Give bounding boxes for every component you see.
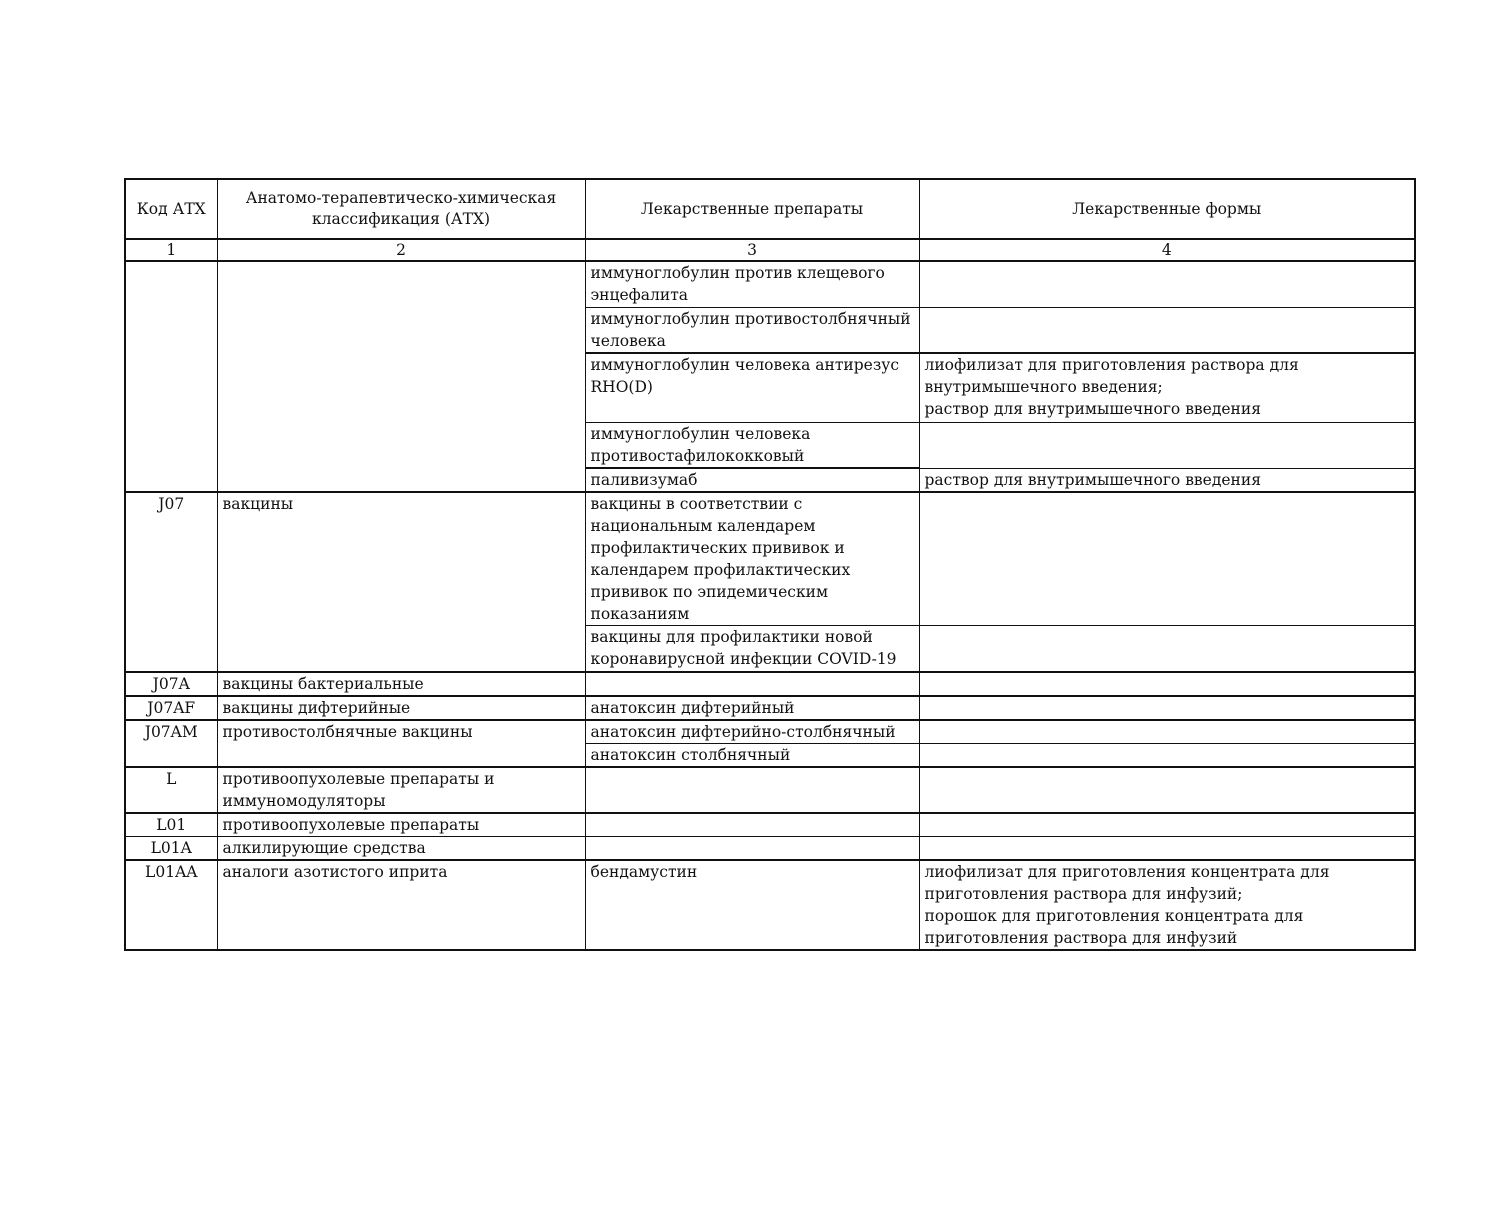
form-line: порошок для приготовления концентрата для приготовления раствора для инфузий <box>924 906 1304 947</box>
forms-cell <box>919 743 1415 767</box>
drug-cell: вакцины для профилактики новой коронавирусной инфекции COVID-19 <box>585 626 919 672</box>
drug-cell: вакцины в соответствии с национальным календарем профилактических прививок и календарем профилактических прививок по эпидемическим показаниям <box>585 492 919 626</box>
medicines-table <box>124 178 1416 951</box>
table-row <box>125 720 1415 744</box>
drug-cell <box>585 836 919 860</box>
drug-cell: иммуноглобулин человека антирезус RHO(D) <box>585 353 919 422</box>
forms-cell <box>919 672 1415 696</box>
column-number: 3 <box>585 239 919 261</box>
forms-cell <box>919 353 1415 422</box>
drug-cell <box>585 813 919 837</box>
forms-cell <box>919 422 1415 468</box>
forms-cell <box>919 860 1415 950</box>
drug-cell: бендамустин <box>585 860 919 950</box>
table-row <box>125 836 1415 860</box>
header-code: Код АТХ <box>125 179 217 239</box>
drug-cell: паливизумаб <box>585 468 919 492</box>
class-cell: алкилирующие средства <box>217 836 585 860</box>
column-number: 4 <box>919 239 1415 261</box>
code-cell: L <box>125 767 217 813</box>
code-cell: J07 <box>125 492 217 672</box>
table-row <box>125 860 1415 950</box>
class-cell: противоопухолевые препараты <box>217 813 585 837</box>
forms-cell <box>919 720 1415 744</box>
table-row <box>125 767 1415 813</box>
forms-cell <box>919 307 1415 353</box>
form-line: лиофилизат для приготовления концентрата для приготовления раствора для инфузий; <box>924 862 1330 903</box>
class-cell: противостолбнячные вакцины <box>217 720 585 767</box>
forms-cell <box>919 836 1415 860</box>
code-cell: J07AM <box>125 720 217 767</box>
column-numbers-row <box>125 239 1415 261</box>
drug-cell <box>585 767 919 813</box>
forms-cell <box>919 696 1415 720</box>
table-row <box>125 696 1415 720</box>
class-cell <box>217 261 585 492</box>
code-cell: L01AA <box>125 860 217 950</box>
code-cell: L01 <box>125 813 217 837</box>
table-row <box>125 492 1415 626</box>
code-cell: J07AF <box>125 696 217 720</box>
drug-cell: анатоксин столбнячный <box>585 743 919 767</box>
class-cell: вакцины <box>217 492 585 672</box>
table-row <box>125 261 1415 307</box>
drug-cell: иммуноглобулин человека противостафилококковый <box>585 422 919 468</box>
code-cell: L01A <box>125 836 217 860</box>
forms-cell: раствор для внутримышечного введения <box>919 468 1415 492</box>
forms-cell <box>919 492 1415 626</box>
forms-cell <box>919 813 1415 837</box>
class-cell: аналоги азотистого иприта <box>217 860 585 950</box>
drug-cell: анатоксин дифтерийно-столбнячный <box>585 720 919 744</box>
drug-cell: анатоксин дифтерийный <box>585 696 919 720</box>
column-number: 1 <box>125 239 217 261</box>
column-number: 2 <box>217 239 585 261</box>
table-row <box>125 672 1415 696</box>
header-row <box>125 179 1415 239</box>
class-cell: вакцины бактериальные <box>217 672 585 696</box>
forms-cell <box>919 767 1415 813</box>
forms-cell <box>919 626 1415 672</box>
form-line: лиофилизат для приготовления раствора для внутримышечного введения; <box>924 356 1299 396</box>
form-line: раствор для внутримышечного введения <box>924 400 1261 418</box>
code-cell: J07A <box>125 672 217 696</box>
class-cell: противоопухолевые препараты и иммуномодуляторы <box>217 767 585 813</box>
forms-cell <box>919 261 1415 307</box>
table-row <box>125 813 1415 837</box>
header-forms: Лекарственные формы <box>919 179 1415 239</box>
header-classification: Анатомо-терапевтическо-химическая классификация (АТХ) <box>217 179 585 239</box>
header-drugs: Лекарственные препараты <box>585 179 919 239</box>
class-cell: вакцины дифтерийные <box>217 696 585 720</box>
code-cell <box>125 261 217 492</box>
drug-cell: иммуноглобулин против клещевого энцефалита <box>585 261 919 307</box>
drug-cell <box>585 672 919 696</box>
drug-cell: иммуноглобулин противостолбнячный человека <box>585 307 919 353</box>
